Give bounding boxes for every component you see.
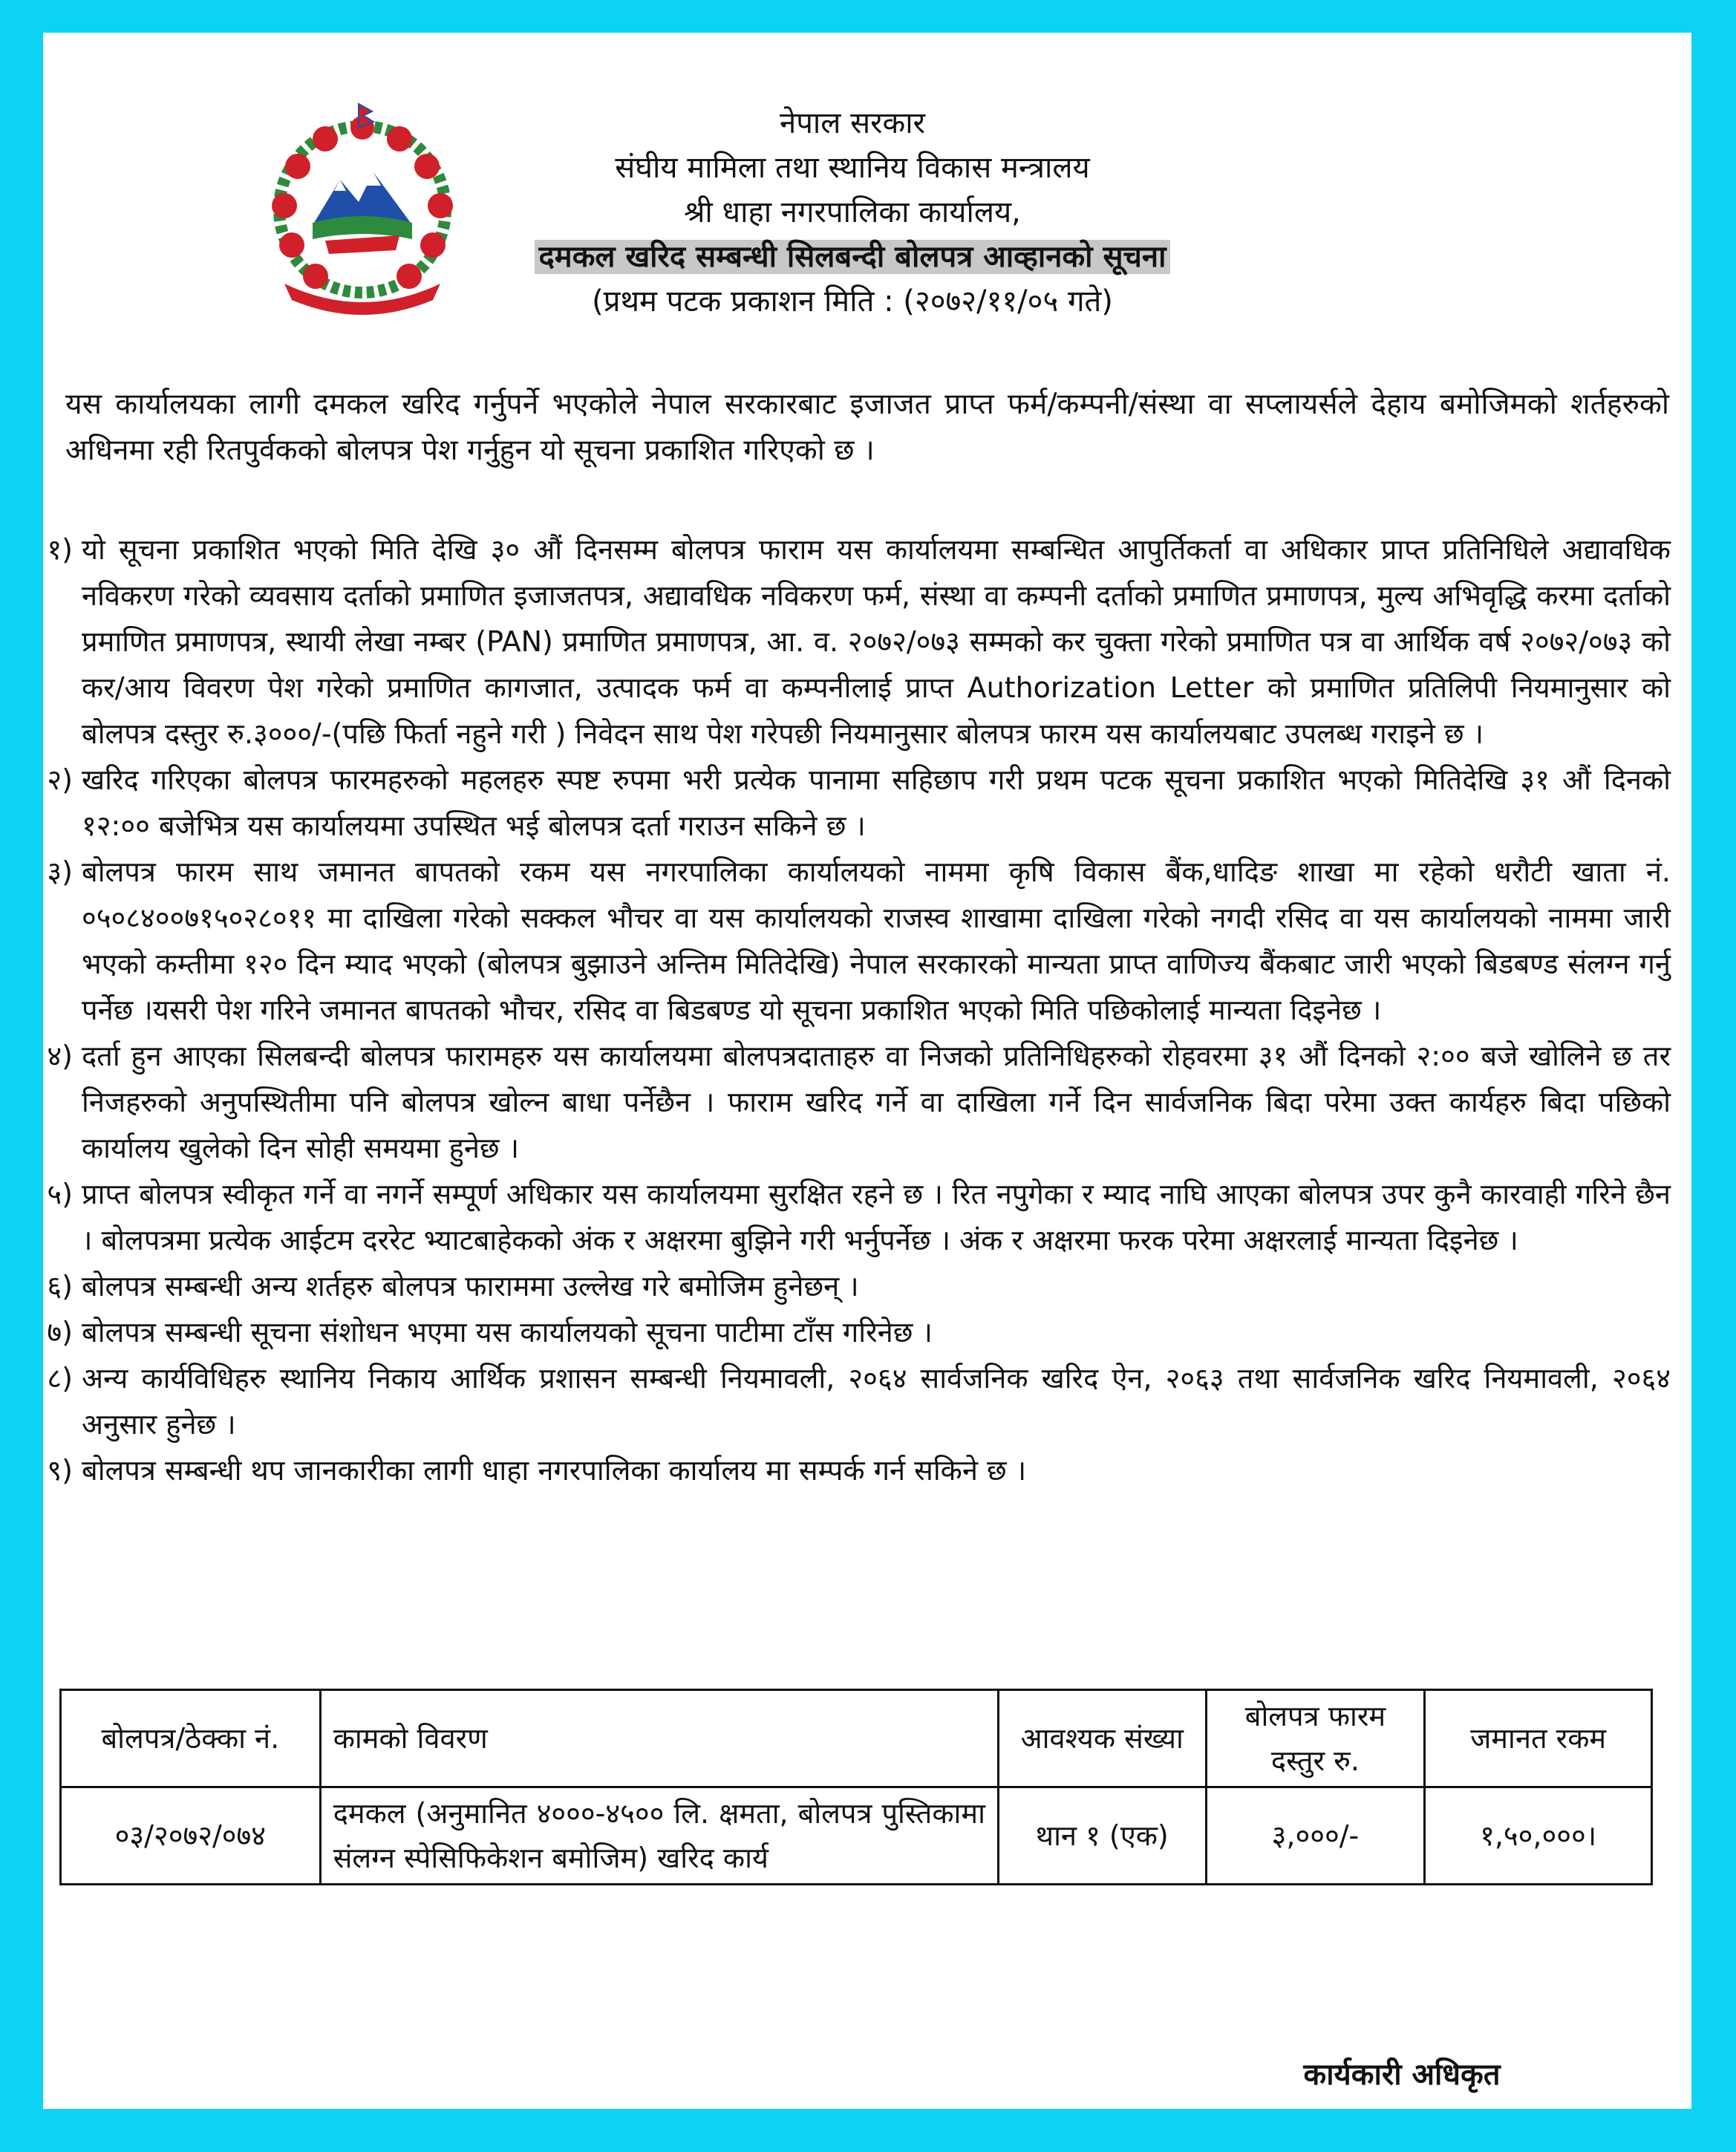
notice-page: [43, 33, 1691, 2109]
table-row: [61, 1787, 1652, 1885]
column-header-description: कामको विवरण: [320, 1690, 998, 1787]
column-header-tender-no: बोलपत्र/ठेक्का नं.: [61, 1690, 321, 1787]
item-number: २): [47, 763, 73, 796]
item-text: दर्ता हुन आएका सिलबन्दी बोलपत्र फारामहरु यस कार्यालयमा बोलपत्रदाताहरु वा निजको प्रतिनिधिहरुको रोहवरमा ३१ औं दिनको २:०० बजे खोलिने छ तर निजहरुको अनुपस्थितीमा पनि बोलपत्र खोल्न बाधा पर्नेछैन । फाराम खरिद गर्ने वा दाखिला गर्ने दिन सार्वजनिक बिदा परेमा उक्त कार्यहरु बिदा पछिको कार्यालय खुलेको दिन सोही समयमा हुनेछ ।: [82, 1040, 1671, 1164]
intro-paragraph: यस कार्यालयका लागी दमकल खरिद गर्नुपर्ने भएकोले नेपाल सरकारबाट इजाजत प्राप्त फर्म/कम्पनी/संस्था वा सप्लायर्सले देहाय बमोजिमको शर्तहरुको अधिनमा रही रितपुर्वकको बोलपत्र पेश गर्नुहुन यो सूचना प्रकाशित गरिएको छ ।: [65, 388, 1669, 467]
item-number: ६): [47, 1270, 73, 1302]
item-text: बोलपत्र सम्बन्धी सूचना संशोधन भएमा यस कार्यालयको सूचना पाटीमा टाँस गरिनेछ ।: [82, 1316, 933, 1349]
list-item: [43, 1355, 1671, 1447]
cell-security: १,५०,०००।: [1425, 1787, 1652, 1885]
office-name: श्री धाहा नगरपालिका कार्यालय,: [684, 195, 1021, 229]
item-number: ५): [47, 1178, 73, 1210]
table-header-row: [61, 1690, 1652, 1787]
conditions-list: [43, 526, 1671, 1493]
nepal-emblem-icon: [255, 98, 470, 325]
list-item: [43, 1447, 1671, 1493]
item-number: ८): [47, 1362, 73, 1395]
item-number: ९): [47, 1454, 73, 1487]
list-item: [43, 757, 1671, 849]
cell-tender-no: ०३/२०७२/०७४: [61, 1787, 321, 1885]
list-item: [43, 1171, 1671, 1263]
item-number: १): [47, 533, 73, 566]
item-number: ७): [47, 1316, 73, 1349]
list-item: [43, 1033, 1671, 1171]
ministry-name: संघीय मामिला तथा स्थानिय विकास मन्त्रालय: [615, 151, 1090, 185]
column-header-quantity: आवश्यक संख्या: [998, 1690, 1206, 1787]
cell-form-fee: ३,०००/-: [1206, 1787, 1425, 1885]
publish-date: (प्रथम पटक प्रकाशन मिति : (२०७२/११/०५ गते): [592, 284, 1113, 319]
list-item: [43, 849, 1671, 1033]
item-text: यो सूचना प्रकाशित भएको मिति देखि ३० औं दिनसम्म बोलपत्र फाराम यस कार्यालयमा सम्बन्धित आपुर्तिकर्ता वा अधिकार प्राप्त प्रतिनिधिले अद्यावधिक नविकरण गरेको व्यवसाय दर्ताको प्रमाणित इजाजतपत्र, अद्यावधिक नविकरण फर्म, संस्था वा कम्पनी दर्ताको प्रमाणित प्रमाणपत्र, मुल्य अभिवृद्धि करमा दर्ताको प्रमाणित प्रमाणपत्र, स्थायी लेखा नम्बर (PAN) प्रमाणित प्रमाणपत्र, आ. व. २०७२/०७३ सम्मको कर चुक्ता गरेको प्रमाणित पत्र वा आर्थिक वर्ष २०७२/०७३ को कर/आय विवरण पेश गरेको प्रमाणित कागजात, उत्पादक फर्म वा कम्पनीलाई प्राप्त Authorization Letter को प्रमाणित प्रतिलिपी नियमानुसार को बोलपत्र दस्तुर रु.३०००/-(पछि फिर्ता नहुने गरी ) निवेदन साथ पेश गरेपछी नियमानुसार बोलपत्र फारम यस कार्यालयबाट उपलब्ध गराइने छ ।: [82, 533, 1671, 750]
cell-quantity: थान १ (एक): [998, 1787, 1206, 1885]
item-text: बोलपत्र फारम साथ जमानत बापतको रकम यस नगरपालिका कार्यालयको नाममा कृषि विकास बैंक,धादिङ शाखा मा रहेको धरौटी खाता नं. ०५०८४००७१५०२८०११ मा दाखिला गरेको सक्कल भौचर वा यस कार्यालयको राजस्व शाखामा दाखिला गरेको नगदी रसिद वा यस कार्यालयको नाममा जारी भएको कम्तीमा १२० दिन म्याद भएको (बोलपत्र बुझाउने अन्तिम मितिदेखि) नेपाल सरकारको मान्यता प्राप्त वाणिज्य बैंकबाट जारी भएको बिडबण्ड संलग्न गर्नु पर्नेछ ।यसरी पेश गरिने जमानत बापतको भौचर, रसिद वा बिडबण्ड यो सूचना प्रकाशित भएको मिति पछिकोलाई मान्यता दिइनेछ ।: [82, 855, 1671, 1026]
item-text: प्राप्त बोलपत्र स्वीकृत गर्ने वा नगर्ने सम्पूर्ण अधिकार यस कार्यालयमा सुरक्षित रहने छ । रित नपुगेका र म्याद नाघि आएका बोलपत्र उपर कुनै कारवाही गरिने छैन । बोलपत्रमा प्रत्येक आईटम दररेट भ्याटबाहेकको अंक र अक्षरमा बुझिने गरी भर्नुपर्नेछ । अंक र अक्षरमा फरक परेमा अक्षरलाई मान्यता दिइनेछ ।: [82, 1178, 1671, 1256]
item-text: अन्य कार्यविधिहरु स्थानिय निकाय आर्थिक प्रशासन सम्बन्धी नियमावली, २०६४ सार्वजनिक खरिद ऐन, २०६३ तथा सार्वजनिक खरिद नियमावली, २०६४ अनुसार हुनेछ ।: [82, 1362, 1671, 1441]
item-text: बोलपत्र सम्बन्धी थप जानकारीका लागी धाहा नगरपालिका कार्यालय मा सम्पर्क गर्न सकिने छ ।: [82, 1454, 1027, 1487]
column-header-form-fee: बोलपत्र फारम दस्तुर रु.: [1206, 1690, 1425, 1787]
item-text: खरिद गरिएका बोलपत्र फारमहरुको महलहरु स्पष्ट रुपमा भरी प्रत्येक पानामा सहिछाप गरी प्रथम पटक सूचना प्रकाशित भएको मितिदेखि ३१ औं दिनको १२:०० बजेभित्र यस कार्यालयमा उपस्थित भई बोलपत्र दर्ता गराउन सकिने छ ।: [82, 763, 1671, 842]
government-name: नेपाल सरकार: [780, 106, 925, 140]
list-item: [43, 1309, 1671, 1355]
notice-title: दमकल खरिद सम्बन्धी सिलबन्दी बोलपत्र आव्हानको सूचना: [535, 240, 1171, 274]
item-number: ३): [47, 855, 73, 888]
tender-table: [59, 1689, 1653, 1885]
item-number: ४): [47, 1040, 73, 1072]
list-item: [43, 1263, 1671, 1309]
list-item: [43, 526, 1671, 757]
column-header-security: जमानत रकम: [1425, 1690, 1652, 1787]
cell-description: दमकल (अनुमानित ४०००-४५०० लि. क्षमता, बोलपत्र पुस्तिकामा संलग्न स्पेसिफिकेशन बमोजिम) खरिद कार्य: [320, 1787, 998, 1885]
signatory-title: कार्यकारी अधिकृत: [1303, 2058, 1501, 2092]
notice-header: [459, 101, 1246, 324]
item-text: बोलपत्र सम्बन्धी अन्य शर्तहरु बोलपत्र फाराममा उल्लेख गरे बमोजिम हुनेछन् ।: [82, 1270, 859, 1302]
